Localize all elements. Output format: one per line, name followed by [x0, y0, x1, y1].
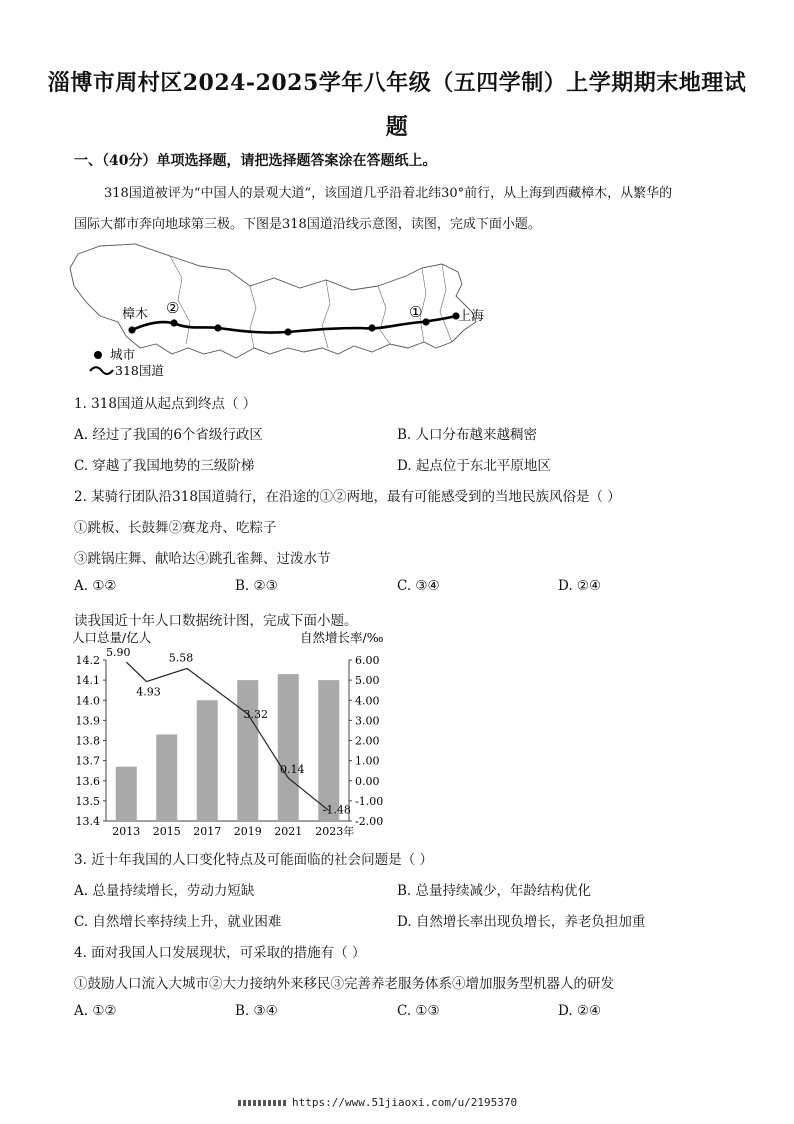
q2-option-a[interactable]: A. ①② [74, 578, 117, 594]
q4-stem: 4. 面对我国人口发展现状，可采取的措施有（ ） [74, 945, 366, 961]
chart-data-label: 5.90 [106, 646, 131, 660]
page-title: 淄博市周村区2024-2025学年八年级（五四学制）上学期期末地理试 [47, 70, 747, 96]
chart-bar [156, 734, 177, 821]
label-site-1: ① [409, 303, 423, 321]
chart-ylabel-right: 自然增长率/‰ [300, 630, 384, 645]
chart-x-tick-label: 2015 [152, 825, 181, 838]
chart-bar [278, 674, 299, 821]
route-318-map [60, 238, 500, 383]
q4-option-b[interactable]: B. ③④ [235, 1003, 278, 1019]
chart-tick-label-left: 14.1 [75, 674, 100, 688]
chart-bar [197, 700, 218, 821]
chart-x-tick-label: 2013 [112, 825, 141, 838]
chart-bar [116, 767, 137, 821]
legend-road-symbol [90, 367, 113, 374]
chart-tick-label-left: 13.5 [75, 794, 100, 808]
chart-x-tick-label: 2017 [193, 825, 222, 838]
q1-option-c[interactable]: C. 穿越了我国地势的三级阶梯 [74, 458, 255, 474]
q2-option-c[interactable]: C. ③④ [397, 578, 440, 594]
chart-x-tick-label: 2019 [233, 825, 262, 838]
q3-option-d[interactable]: D. 自然增长率出现负增长，养老负担加重 [397, 914, 646, 930]
city-dot-2 [170, 319, 177, 326]
inner-boundary-3 [322, 280, 330, 348]
population-chart [66, 628, 396, 840]
city-dot-1 [422, 318, 429, 325]
q1-option-b[interactable]: B. 人口分布越来越稠密 [397, 427, 538, 443]
q2-option-b[interactable]: B. ②③ [235, 578, 278, 594]
legend-road-label: 318国道 [115, 363, 164, 378]
chart-tick-label-left: 14.0 [75, 694, 100, 708]
route-318-line [132, 316, 456, 333]
label-site-2: ② [166, 299, 180, 317]
section-heading: 一、（40分）单项选择题，请把选择题答案涂在答题纸上。 [74, 153, 437, 169]
q4-choices-line1: ①鼓励人口流入大城市②大力接纳外来移民③完善养老服务体系④增加服务型机器人的研发 [74, 976, 614, 992]
chart-tick-label-right: 4.00 [355, 694, 380, 708]
chart-tick-label-right: 2.00 [355, 734, 380, 748]
chart-data-label: 3.32 [243, 707, 268, 721]
city-dot-zhangmu [128, 326, 135, 333]
inner-boundary-6 [440, 264, 452, 342]
chart-data-label: 5.58 [168, 651, 194, 665]
inner-boundary-2 [250, 286, 256, 348]
chart-tick-label-left: 13.9 [75, 714, 100, 728]
chart-data-label: 4.93 [136, 685, 161, 699]
q2-choices-line2: ③跳锅庄舞、献哈达④跳孔雀舞、过泼水节 [74, 551, 331, 567]
q3-option-c[interactable]: C. 自然增长率持续上升，就业困难 [74, 914, 282, 930]
chart-bar [318, 680, 339, 821]
chart-tick-label-right: 6.00 [355, 654, 380, 667]
q3-stem: 3. 近十年我国的人口变化特点及可能面临的社会问题是（ ） [74, 852, 433, 868]
inner-boundary-4 [378, 286, 390, 344]
chart-tick-label-right: 0.00 [355, 774, 380, 788]
chart-intro: 读我国近十年人口数据统计图，完成下面小题。 [74, 613, 358, 629]
label-shanghai: 上海 [458, 309, 485, 324]
chart-x-tick-label: 2021 [274, 825, 303, 838]
intro-paragraph-line2: 国际大都市奔向地球第三极。下图是318国道沿线示意图，读图，完成下面小题。 [74, 217, 541, 232]
chart-data-label: -1.48 [322, 803, 351, 817]
q4-option-a[interactable]: A. ①② [74, 1003, 117, 1019]
q2-choices-line1: ①跳板、长鼓舞②赛龙舟、吃粽子 [74, 520, 277, 536]
chart-x-tick-label: 2023年 [315, 825, 355, 838]
chart-tick-label-right: 1.00 [355, 754, 380, 768]
q4-option-c[interactable]: C. ①③ [397, 1003, 440, 1019]
footer-logo-mark [238, 1100, 286, 1106]
chart-ylabel-left: 人口总量/亿人 [72, 630, 152, 645]
footer-url[interactable]: https://www.51jiaoxi.com/u/2195370 [292, 1096, 518, 1109]
chart-tick-label-right: 5.00 [355, 674, 380, 688]
q1-option-d[interactable]: D. 起点位于东北平原地区 [397, 458, 551, 474]
label-zhangmu: 樟木 [122, 307, 149, 322]
legend-city-label: 城市 [110, 347, 136, 362]
legend-city-dot [94, 351, 102, 359]
chart-tick-label-left: 13.8 [75, 734, 100, 748]
chart-tick-label-right: -2.00 [355, 815, 384, 828]
chart-tick-label-left: 14.2 [75, 654, 100, 667]
q1-option-a[interactable]: A. 经过了我国的6个省级行政区 [74, 427, 263, 443]
q2-stem: 2. 某骑行团队沿318国道骑行，在沿途的①②两地，最有可能感受到的当地民族风俗是（ ） [74, 489, 621, 505]
chart-tick-label-right: -1.00 [355, 794, 384, 808]
page-title-cont: 题 [385, 114, 409, 140]
chart-data-label: 0.14 [280, 762, 305, 776]
chart-tick-label-left: 13.4 [75, 815, 100, 828]
region-outline [70, 244, 476, 358]
chart-tick-label-left: 13.7 [75, 754, 100, 768]
city-dot [284, 328, 291, 335]
chart-tick-label-right: 3.00 [355, 714, 380, 728]
q4-option-d[interactable]: D. ②④ [558, 1003, 602, 1019]
q3-option-b[interactable]: B. 总量持续减少，年龄结构优化 [397, 883, 592, 899]
city-dot [368, 324, 375, 331]
city-dot [214, 324, 221, 331]
chart-tick-label-left: 13.6 [75, 774, 100, 788]
q3-option-a[interactable]: A. 总量持续增长，劳动力短缺 [74, 883, 255, 899]
chart-bar [237, 680, 258, 821]
intro-paragraph-line1: 318国道被评为“中国人的景观大道”，该国道几乎沿着北纬30°前行，从上海到西藏樟木，从繁华的 [104, 186, 673, 201]
q1-stem: 1. 318国道从起点到终点（ ） [74, 396, 257, 412]
q2-option-d[interactable]: D. ②④ [558, 578, 602, 594]
